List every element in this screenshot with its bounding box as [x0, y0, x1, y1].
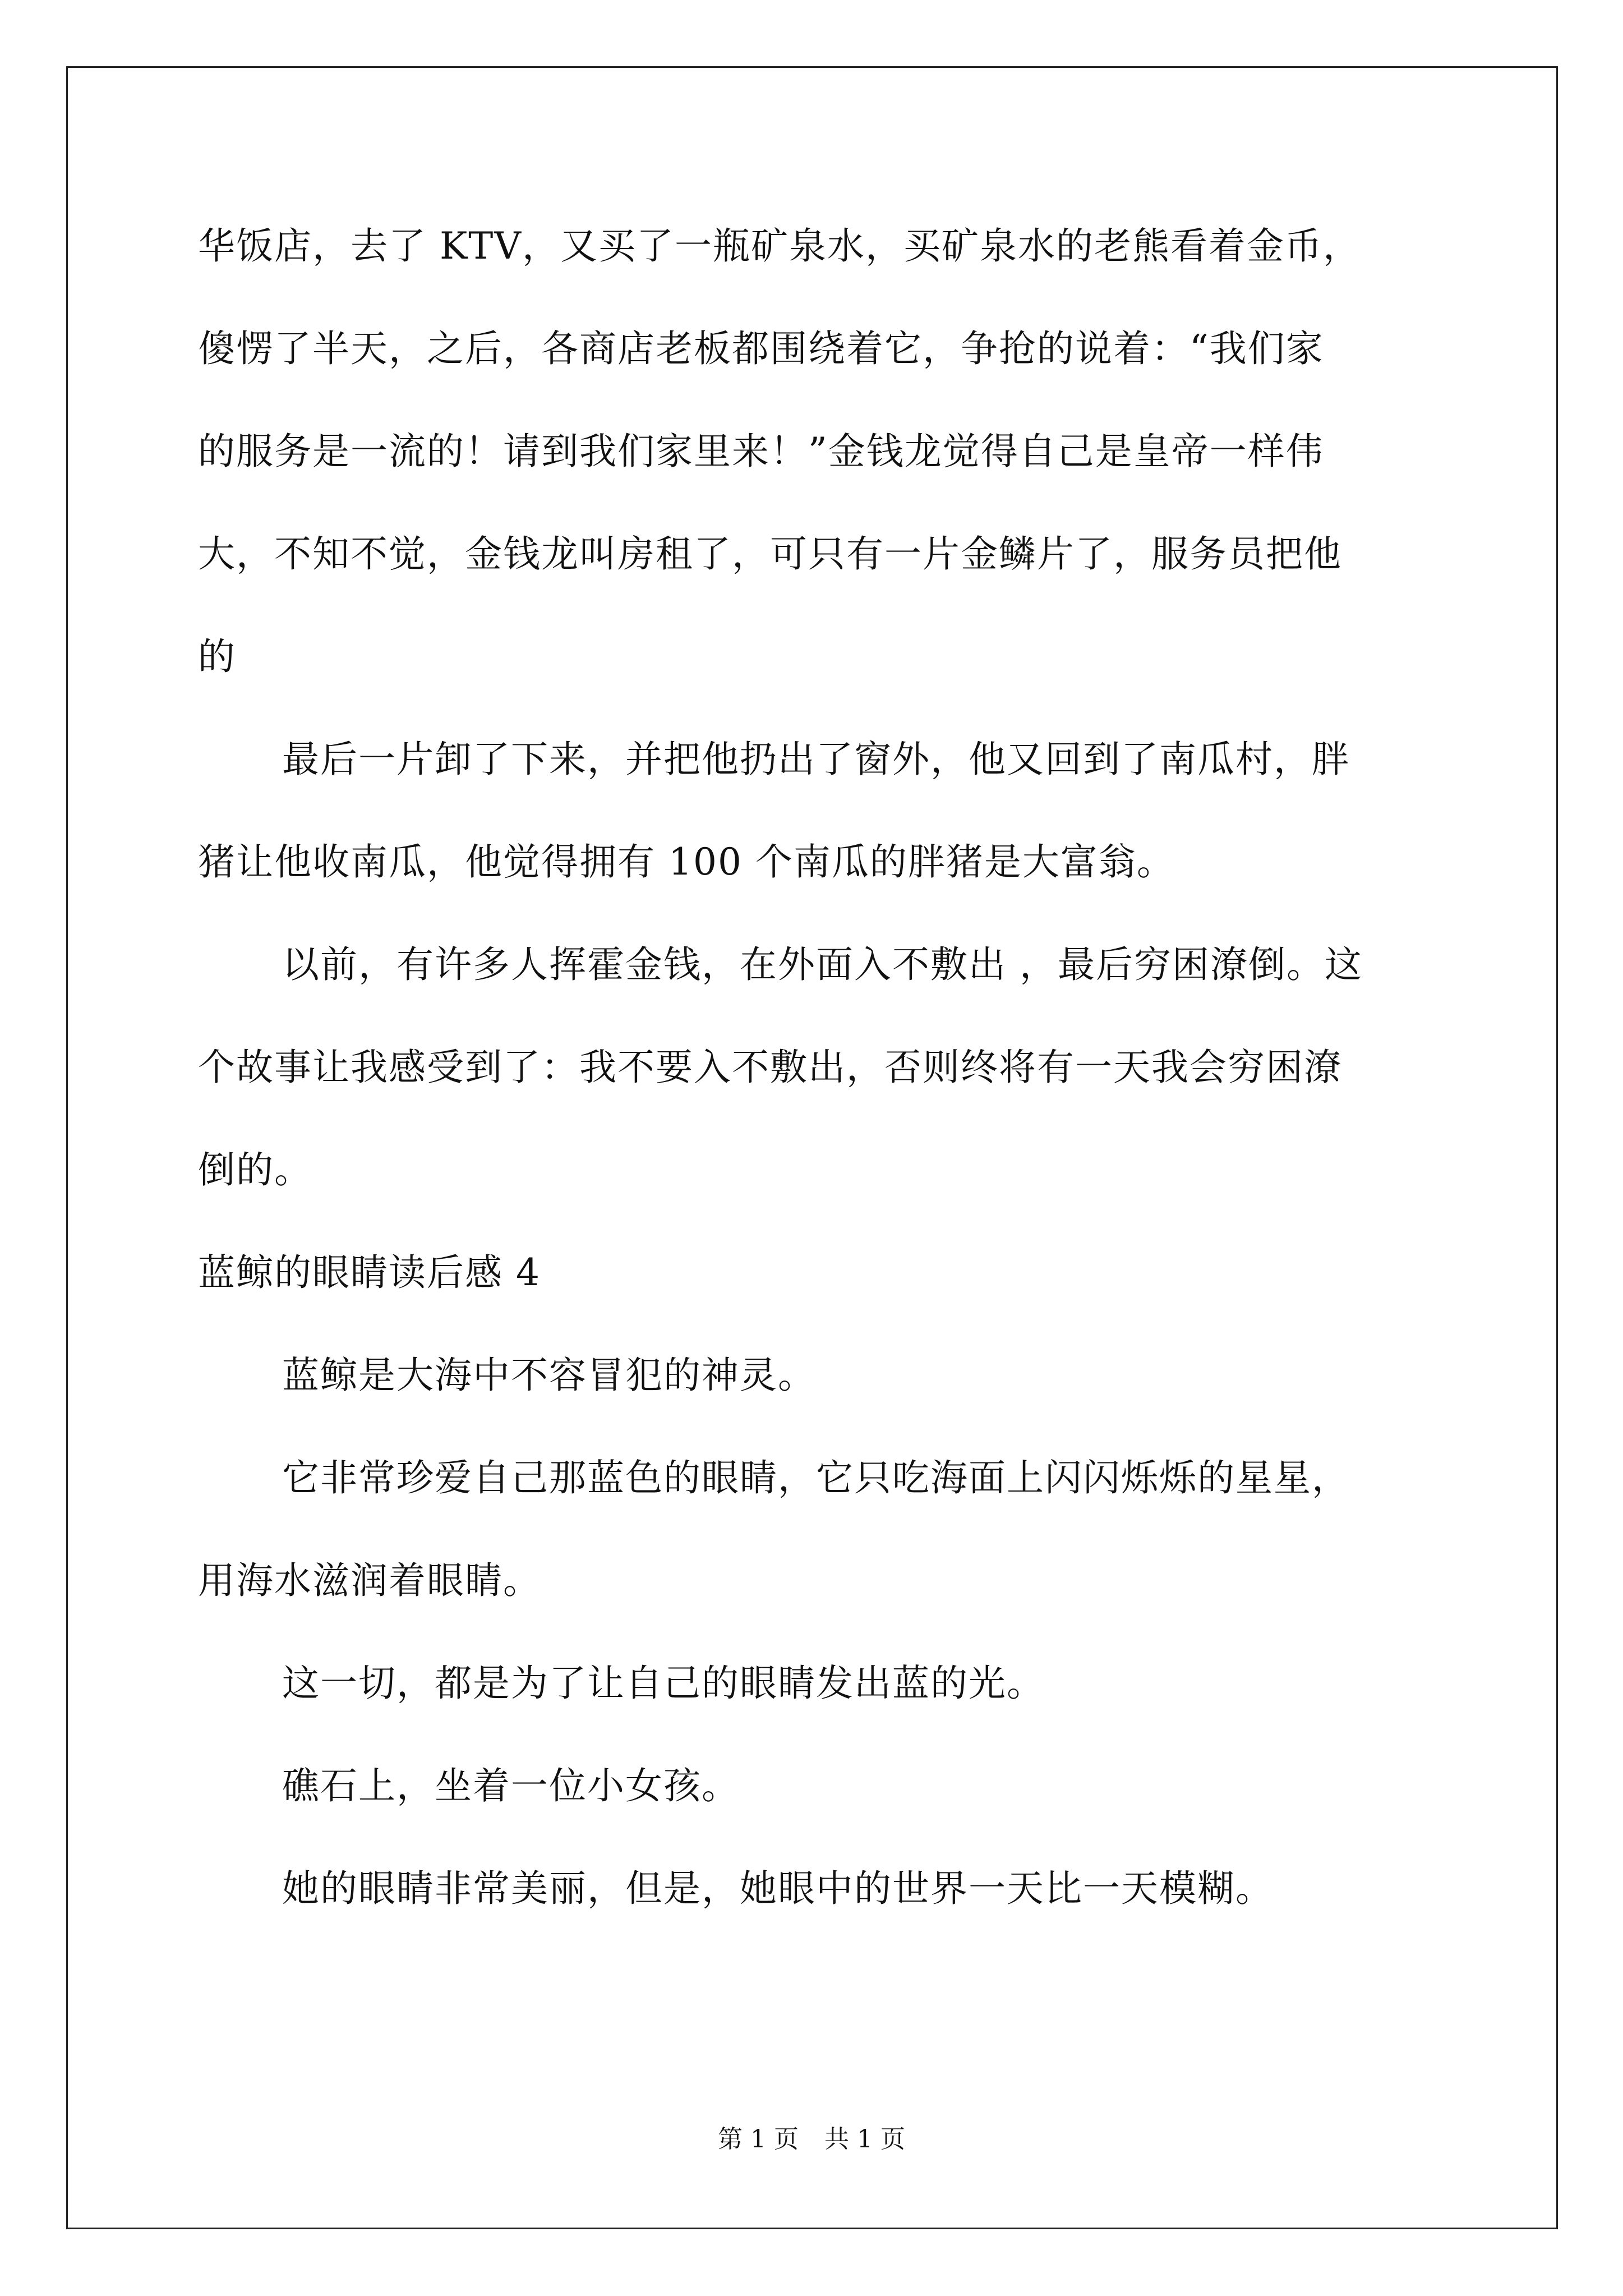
text-line: 个故事让我感受到了：我不要入不敷出，否则终将有一天我会穷困潦 [198, 1046, 1342, 1089]
page-number: 第 1 页 [718, 2125, 799, 2154]
text-line: 的 [198, 635, 236, 678]
paragraph-start-line: 礁石上，坐着一位小女孩。 [282, 1764, 740, 1807]
text-line: 傻愣了半天，之后，各商店老板都围绕着它，争抢的说着：“我们家 [198, 327, 1324, 370]
paragraph-start-line: 她的眼睛非常美丽，但是，她眼中的世界一天比一天模糊。 [282, 1867, 1274, 1910]
paragraph-start-line: 这一切，都是为了让自己的眼睛发出蓝的光。 [282, 1662, 1045, 1705]
paragraph-start-line: 蓝鲸是大海中不容冒犯的神灵。 [282, 1354, 816, 1397]
text-line: 猪让他收南瓜，他觉得拥有 100 个南瓜的胖猪是大富翁。 [198, 840, 1175, 884]
section-heading: 蓝鲸的眼睛读后感 4 [198, 1251, 541, 1294]
paragraph-start-line: 它非常珍爱自己那蓝色的眼睛，它只吃海面上闪闪烁烁的星星， [282, 1456, 1350, 1499]
text-line: 的服务是一流的！请到我们家里来！”金钱龙觉得自己是皇帝一样伟 [198, 430, 1324, 473]
paragraph-start-line: 最后一片卸了下来，并把他扔出了窗外，他又回到了南瓜村，胖 [282, 738, 1350, 781]
document-body [198, 222, 1432, 1967]
text-line: 倒的。 [198, 1148, 312, 1191]
text-line: 华饭店，去了 KTV，又买了一瓶矿泉水，买矿泉水的老熊看着金币， [198, 224, 1361, 268]
text-line: 大，不知不觉，金钱龙叫房租了，可只有一片金鳞片了，服务员把他 [198, 532, 1342, 576]
page-total: 共 1 页 [824, 2125, 905, 2154]
text-line: 用海水滋润着眼睛。 [198, 1559, 541, 1602]
paragraph-start-line: 以前，有许多人挥霍金钱，在外面入不敷出 ，最后穷困潦倒。这 [282, 943, 1363, 986]
page-footer [0, 2123, 1623, 2156]
